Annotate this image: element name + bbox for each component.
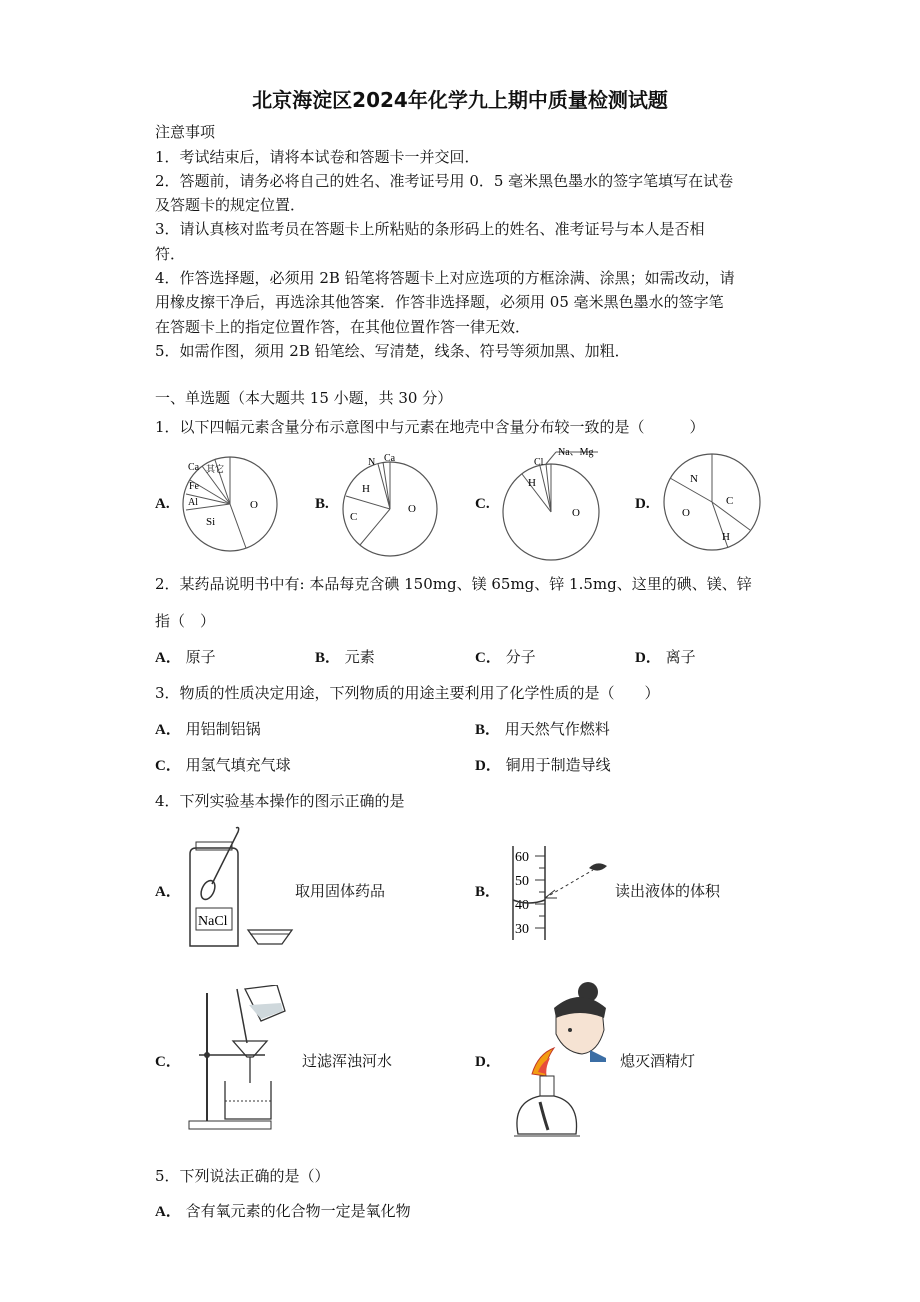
q2-option-b: B． 元素 (315, 648, 375, 666)
cylinder-tick: 40 (515, 898, 529, 913)
q4-c-illustration (185, 985, 295, 1131)
pie-label: Ca (188, 462, 200, 473)
page-title: 北京海淀区2024年化学九上期中质量检测试题 (252, 88, 668, 112)
pie-label: N (368, 457, 376, 468)
section-heading: 一、单选题（本大题共 15 小题，共 30 分） (155, 389, 453, 407)
pie-label: O (572, 507, 580, 519)
q1-option-b-letter: B. (315, 496, 329, 512)
question-5-stem: 5．下列说法正确的是（） (155, 1167, 330, 1185)
q1-option-a-letter: A. (155, 496, 170, 512)
pie-label: O (408, 503, 416, 515)
pie-label: Fe (189, 481, 199, 492)
q1-pie-a (180, 450, 280, 554)
pie-label: Cl (534, 457, 544, 468)
pie-label: C (350, 511, 358, 523)
q4-d-illustration (510, 978, 618, 1140)
notes-line: 用橡皮擦干净后，再选涂其他答案．作答非选择题，必须用 05 毫米黑色墨水的签字笔 (155, 293, 724, 311)
pie-label: O (682, 507, 690, 519)
notes-line: 1．考试结束后，请将本试卷和答题卡一并交回． (155, 148, 480, 166)
pie-label: 其它 (206, 464, 225, 474)
q3-option-d: D． 铜用于制造导线 (475, 756, 611, 774)
q4-option-c-text: 过滤浑浊河水 (302, 1052, 393, 1070)
pie-label: H (722, 531, 730, 543)
notes-line: 在答题卡上的指定位置作答，在其他位置作答一律无效． (155, 318, 531, 336)
q4-b-illustration (505, 842, 615, 942)
notes-line: 3．请认真核对监考员在答题卡上所粘贴的条形码上的姓名、准考证号与本人是否相 (155, 220, 705, 238)
pie-label: H (528, 477, 536, 489)
cylinder-tick: 30 (515, 922, 529, 937)
question-2-stem-cont: 指（ ） (155, 612, 216, 630)
q1-pie-b (340, 448, 440, 560)
q3-option-c: C． 用氢气填充气球 (155, 756, 291, 774)
question-4-stem: 4．下列实验基本操作的图示正确的是 (155, 792, 405, 810)
pie-label: O (250, 499, 258, 511)
q4-option-a-letter: A． (155, 884, 181, 900)
q4-option-b-text: 读出液体的体积 (615, 882, 721, 900)
q1-pie-d (660, 450, 764, 554)
q3-option-a: A． 用铝制铝锅 (155, 720, 261, 738)
q4-option-d-text: 熄灭酒精灯 (620, 1052, 696, 1070)
q4-option-a-text: 取用固体药品 (295, 882, 386, 900)
question-1-stem: 1．以下四幅元素含量分布示意图中与元素在地壳中含量分布较一致的是（ ） (155, 418, 705, 436)
q4-option-b-letter: B． (475, 884, 501, 900)
notes-line: 2．答题前，请务必将自己的姓名、准考证号用 0．5 毫米黑色墨水的签字笔填写在试卷 (155, 172, 734, 190)
q4-a-illustration (178, 824, 298, 954)
pie-label: H (362, 483, 370, 495)
q1-option-c-letter: C. (475, 496, 490, 512)
pie-label: N (690, 473, 698, 485)
q4-option-c-letter: C． (155, 1054, 181, 1070)
cylinder-tick: 50 (515, 874, 529, 889)
pie-label: Ca (384, 453, 396, 464)
question-3-stem: 3．物质的性质决定用途，下列物质的用途主要利用了化学性质的是（ ） (155, 684, 660, 702)
nacl-label: NaCl (198, 914, 228, 929)
q5-option-a: A． 含有氧元素的化合物一定是氧化物 (155, 1202, 411, 1220)
q2-option-c: C． 分子 (475, 648, 536, 666)
notes-heading: 注意事项 (155, 123, 216, 141)
question-2-stem: 2．某药品说明书中有: 本品每克含碘 150mg、镁 65mg、锌 1.5mg、这里的碘、镁、锌 (155, 575, 752, 593)
q3-option-b: B． 用天然气作燃料 (475, 720, 610, 738)
notes-line: 4．作答选择题，必须用 2B 铅笔将答题卡上对应选项的方框涂满、涂黑；如需改动，请 (155, 269, 735, 287)
q4-option-d-letter: D． (475, 1054, 501, 1070)
pie-label: C (726, 495, 734, 507)
pie-label: Al (188, 497, 198, 508)
q1-pie-c (500, 444, 610, 562)
notes-line: 符． (155, 245, 186, 263)
q2-option-d: D． 离子 (635, 648, 696, 666)
notes-line: 及答题卡的规定位置． (155, 196, 306, 214)
q2-option-a: A． 原子 (155, 648, 216, 666)
pie-label: Na、Mg (558, 447, 594, 458)
cylinder-tick: 60 (515, 850, 529, 865)
notes-line: 5．如需作图，须用 2B 铅笔绘、写清楚，线条、符号等须加黑、加粗． (155, 342, 630, 360)
q1-option-d-letter: D. (635, 496, 650, 512)
pie-label: Si (206, 516, 216, 528)
